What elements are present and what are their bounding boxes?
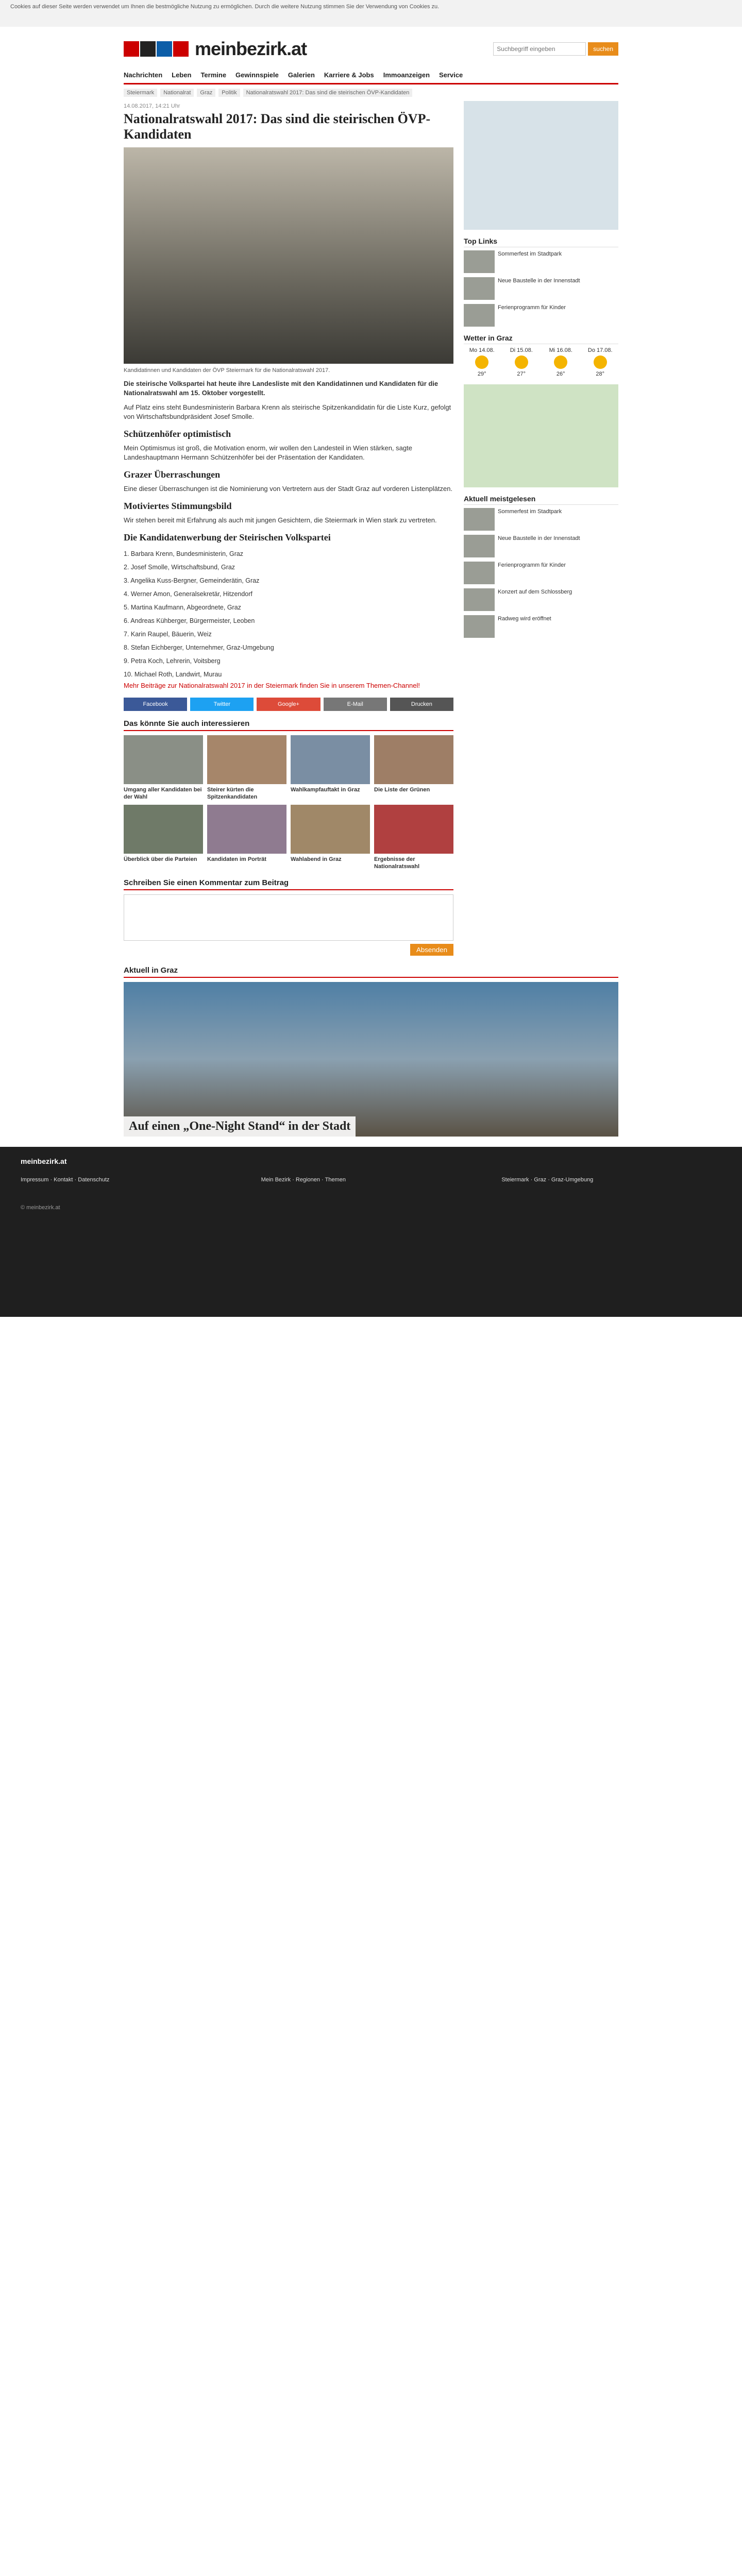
paragraph: Eine dieser Überraschungen ist die Nominierung von Vertretern aus der Stadt Graz auf vorderen Listenplätzen. [124,485,453,493]
candidate-list [124,547,453,681]
list-item: 1. Barbara Krenn, Bundesministerin, Graz [124,550,244,557]
breadcrumb-item[interactable]: Graz [197,89,215,97]
list-item: 6. Andreas Kühberger, Bürgermeister, Leoben [124,617,255,624]
list-item: 8. Stefan Eichberger, Unternehmer, Graz-Umgebung [124,644,274,651]
search-button[interactable]: suchen [588,42,618,56]
teaser-card[interactable]: Steirer kürten die Spitzenkandidaten [207,735,286,801]
search-form [493,42,618,56]
nav-item[interactable]: Nachrichten [124,71,163,79]
teaser-card[interactable]: Wahlabend in Graz [291,805,370,870]
aktuell-title: Aktuell meistgelesen [464,495,618,505]
footer-col[interactable]: Impressum · Kontakt · Datenschutz [21,1177,110,1183]
sun-icon [554,355,567,369]
weather-day: Mo 14.08. 29° [469,347,495,377]
nav-item[interactable]: Galerien [288,71,315,79]
subheading: Motiviertes Stimmungsbild [124,501,232,511]
list-item[interactable]: Ferienprogramm für Kinder [464,562,618,584]
teaser-card[interactable]: Umgang aller Kandidaten bei der Wahl [124,735,203,801]
share-google-button[interactable]: Google+ [257,698,320,711]
print-button[interactable]: Drucken [390,698,453,711]
comments-title: Schreiben Sie einen Kommentar zum Beitrag [124,878,453,890]
breadcrumb-item[interactable]: Nationalrat [160,89,194,97]
list-item: 5. Martina Kaufmann, Abgeordnete, Graz [124,604,241,611]
breadcrumb-item[interactable]: Politik [218,89,240,97]
nav-item[interactable]: Immoanzeigen [383,71,430,79]
teaser-card[interactable]: Ergebnisse der Nationalratswahl [374,805,453,870]
logo-tile-icon [157,41,172,57]
footer-col[interactable]: Steiermark · Graz · Graz-Umgebung [501,1177,594,1183]
subheading: Die Kandidatenwerbung der Steirischen Volkspartei [124,532,331,543]
hero-image[interactable] [124,147,453,364]
list-item[interactable]: Konzert auf dem Schlossberg [464,588,618,611]
interest-title: Das könnte Sie auch interessieren [124,719,453,731]
group-photo [144,235,433,348]
paragraph: Mein Optimismus ist groß, die Motivation enorm, wir wollen den Landesteil in Wien stärken, sagte Landeshauptmann Hermann Schützenhöfer bei der Präsentation der Kandidaten. [124,444,412,461]
main-nav [124,67,618,84]
copyright: © meinbezirk.at [21,1205,60,1211]
nav-item[interactable]: Service [439,71,463,79]
site-logo[interactable]: meinbezirk.at [195,38,307,59]
logo-tile-icon [140,41,156,57]
nav-item[interactable]: Karriere & Jobs [324,71,374,79]
list-item: 10. Michael Roth, Landwirt, Murau [124,671,222,678]
teaser-card[interactable]: Die Liste der Grünen [374,735,453,801]
nav-item[interactable]: Gewinnspiele [235,71,279,79]
subheading: Schützenhöfer optimistisch [124,429,231,439]
nav-item[interactable]: Termine [200,71,227,79]
list-item[interactable]: Sommerfest im Stadtpark [464,250,618,273]
article-title: Nationalratswahl 2017: Das sind die steirischen ÖVP-Kandidaten [124,111,431,142]
sun-icon [475,355,488,369]
list-item: 3. Angelika Kuss-Bergner, Gemeinderätin, Graz [124,577,260,584]
footer-brand[interactable]: meinbezirk.at [21,1157,67,1165]
aktuell-headline[interactable]: Auf einen „One-Night Stand“ in der Stadt [124,1116,356,1137]
top-links-title: Top Links [464,237,618,247]
breadcrumb [124,84,618,101]
sidebar [464,101,618,956]
weather-day: Di 15.08. 27° [510,347,533,377]
list-item[interactable]: Ferienprogramm für Kinder [464,304,618,327]
weather-day: Mi 16.08. 26° [549,347,572,377]
footer-col[interactable]: Mein Bezirk · Regionen · Themen [261,1177,346,1183]
list-item[interactable]: Neue Baustelle in der Innenstadt [464,277,618,300]
search-input[interactable] [493,42,586,56]
paragraph: Auf Platz eins steht Bundesministerin Barbara Krenn als steirische Spitzenkandidatin für die Liste Kurz, gefolgt von Wirtschaftsbundpräsident Josef Smolle. [124,403,451,420]
breadcrumb-item: Nationalratswahl 2017: Das sind die steirischen ÖVP-Kandidaten [243,89,413,97]
list-item: 9. Petra Koch, Lehrerin, Voitsberg [124,657,221,665]
subheading: Grazer Überraschungen [124,469,221,480]
article-date: 14.08.2017, 14:21 Uhr [124,103,180,109]
list-item[interactable]: Radweg wird eröffnet [464,615,618,638]
list-item[interactable]: Neue Baustelle in der Innenstadt [464,535,618,557]
footer [0,1147,742,1317]
list-item[interactable]: Sommerfest im Stadtpark [464,508,618,531]
share-bar [124,698,453,711]
aktuell-hero[interactable] [124,982,618,1137]
nav-item[interactable]: Leben [172,71,192,79]
share-facebook-button[interactable]: Facebook [124,698,187,711]
logo-tile-icon [173,41,189,57]
breadcrumb-item[interactable]: Steiermark [124,89,157,97]
teaser-card[interactable]: Wahlkampfauftakt in Graz [291,735,370,801]
share-twitter-button[interactable]: Twitter [190,698,254,711]
logo-group [124,41,189,57]
list-item: 2. Josef Smolle, Wirtschaftsbund, Graz [124,564,235,571]
image-caption: Kandidatinnen und Kandidaten der ÖVP Steiermark für die Nationalratswahl 2017. [124,367,330,374]
list-item: 4. Werner Amon, Generalsekretär, Hitzendorf [124,590,252,598]
interest-grid [124,735,453,870]
brand-bar [124,31,618,67]
cookie-notice: Cookies auf dieser Seite werden verwendet um Ihnen die bestmögliche Nutzung zu ermöglichen. Durch die weitere Nutzung stimmen Sie der Verwendung von Cookies zu. [0,0,742,27]
weather-widget: Wetter in Graz Mo 14.08. 29° Di 15.08. 27° Mi 16.08. 26° Do 17.08. 28° [464,334,618,377]
comment-submit-button[interactable]: Absenden [410,944,453,956]
teaser-card[interactable]: Überblick über die Parteien [124,805,203,870]
aktuell-heading: Aktuell in Graz [124,966,618,978]
more-link[interactable]: Mehr Beiträge zur Nationalratswahl 2017 in der Steiermark finden Sie in unserem Themen-Channel! [124,682,420,689]
paragraph: Wir stehen bereit mit Erfahrung als auch mit jungen Gesichtern, die Steiermark in Wien stark zu vertreten. [124,516,437,524]
comment-textarea[interactable] [124,894,453,941]
sun-icon [515,355,528,369]
ad-banner[interactable] [464,101,618,230]
ad-banner[interactable] [464,384,618,487]
sun-icon [594,355,607,369]
share-email-button[interactable]: E-Mail [324,698,387,711]
logo-tile-icon [124,41,139,57]
article-lead: Die steirische Volkspartei hat heute ihre Landesliste mit den Kandidatinnen und Kandidaten für die Nationalratswahl am 15. Oktober vorgestellt. [124,380,439,397]
teaser-card[interactable]: Kandidaten im Porträt [207,805,286,870]
list-item: 7. Karin Raupel, Bäuerin, Weiz [124,631,212,638]
weather-day: Do 17.08. 28° [587,347,613,377]
aktuell-section [124,966,618,1137]
article [124,101,453,956]
